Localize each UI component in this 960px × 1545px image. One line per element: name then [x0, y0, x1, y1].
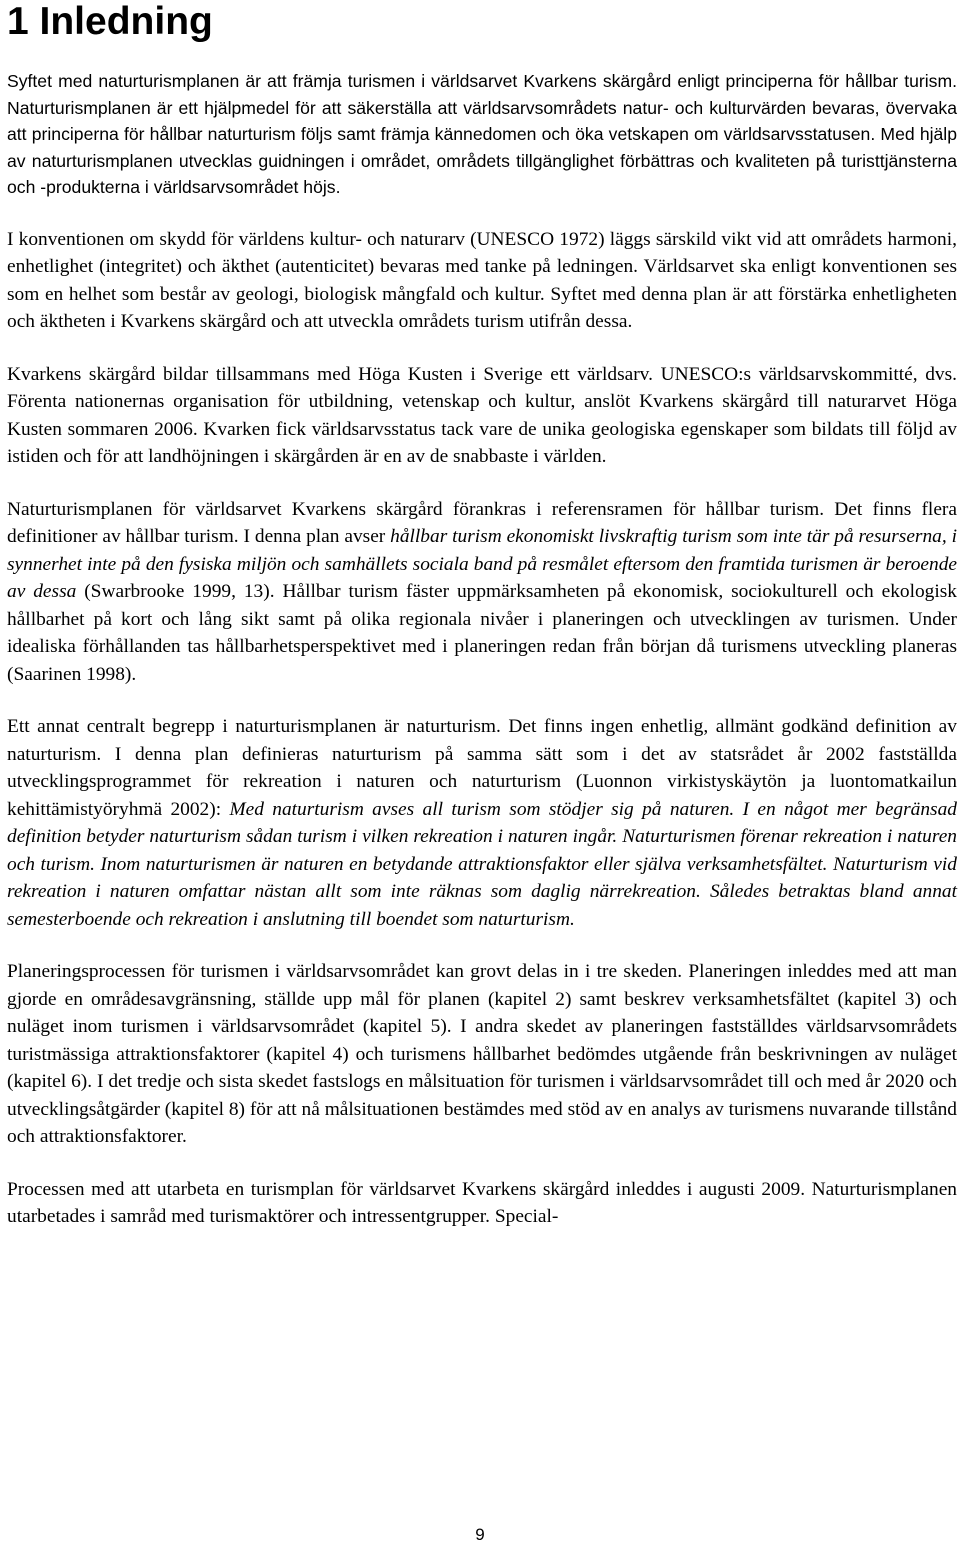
unesco-paragraph: I konventionen om skydd för världens kultur- och naturarv (UNESCO 1972) läggs särskild vikt vid att områdets harmoni, enhetlighet (integritet) och äkthet (autenticitet) bevaras med tanke på ledningen. Världsarvet ska enligt konventionen ses som en helhet som består av geologi, biologisk mångfald och kultur. Syftet med denna plan är att förstärka enhetligheten och äktheten i Kvarkens skärgård och att utveckla områdets turism utifrån dessa. — [7, 228, 957, 332]
document-page — [7, 0, 957, 1231]
process-start-paragraph: Processen med att utarbeta en turismplan för världsarvet Kvarkens skärgård inleddes i augusti 2009. Naturturismplanen utarbetades i samråd med turismaktörer och intressentgrupper. Special- — [7, 1178, 957, 1227]
sustainable-tourism-text-c: (Swarbrooke 1999, 13). Hållbar turism fäster uppmärksamheten på ekonomisk, sociokulturell och ekologisk hållbarhet på kort och lång sikt samt på olika regionala nivåer i planeringen och utvecklingen av turismen. Under idealiska förhållanden tas hållbarhetsperspektivet med i planeringen redan från början då turismens utveckling planeras (Saarinen 1998). — [7, 581, 957, 685]
world-heritage-paragraph: Kvarkens skärgård bildar tillsammans med Höga Kusten i Sverige ett världsarv. UNESCO:s världsarvskommitté, dvs. Förenta nationernas organisation för utbildning, vetenskap och kultur, anslöt Kvarkens skärgård till naturarvet Höga Kusten sommaren 2006. Kvarken fick världsarvsstatus tack vare de unika geologiska egenskaper som bildats till följd av istiden och för att landhöjningen i skärgården är en av de snabbaste i världen. — [7, 363, 957, 467]
nature-tourism-paragraph — [7, 713, 957, 933]
sustainable-tourism-paragraph — [7, 496, 957, 689]
nature-tourism-text-a: Ett annat centralt begrepp i naturturismplanen är naturturism. Det finns ingen enhetlig, allmänt godkänd definition av naturturism. I denna plan definieras naturturism på samma sätt som i det av statsrådet år 2002 fastställda utvecklingsprogrammet för rekreation i naturen och naturturism (Luonnon virkistyskäytön ja luontomatkailun kehittämistyöryhmä 2002): — [7, 716, 957, 820]
page-number: 9 — [475, 1525, 485, 1544]
intro-paragraph: Syftet med naturturismplanen är att främja turismen i världsarvet Kvarkens skärgård enligt principerna för hållbar turism. Naturturismplanen är ett hjälpmedel för att säkerställa att världsarvsområdets natur- och kulturvärden bevaras, övervaka att principerna för hållbar naturturism följs samt främja kännedomen och öka vetskapen om världsarvsstatusen. Med hjälp av naturturismplanen utvecklas guidningen i området, områdets tillgänglighet förbättras och kvaliteten på turisttjänsterna och -produkterna i världsarvsområdet höjs. — [7, 71, 957, 197]
nature-tourism-definition: Med naturturism avses all turism som stödjer sig på naturen. I en något mer begränsad definition betyder naturturism sådan turism i vilken rekreation i naturen ingår. Naturturismen förenar rekreation i naturen och turism. Inom naturturismen är naturen en betydande attraktionsfaktor eller själva verksamhetsfältet. Naturturism vid rekreation i naturen omfattar nästan allt som inte räknas som daglig närrekreation. Således betraktas bland annat semesterboende och rekreation i anslutning till boendet som naturturism. — [7, 798, 957, 930]
planning-process-paragraph: Planeringsprocessen för turismen i världsarvsområdet kan grovt delas in i tre skeden. Planeringen inleddes med att man gjorde en områdesavgränsning, ställde upp mål för planen (kapitel 2) samt beskrev verksamhetsfältet (kapitel 3) och nuläget inom turismen i världsarvsområdet (kapitel 5). I andra skedet av planeringen fastställdes världsarvsområdets turistmässiga attraktionsfaktorer (kapitel 4) och turismens hållbarhet bedömdes utgående från beskrivningen av nuläget (kapitel 6). I det tredje och sista skedet fastslogs en målsituation för turismen i världsarvsområdet till och med år 2020 och utvecklingsåtgärder (kapitel 8) för att nå målsituationen bestämdes med stöd av en analys av turismens nuvarande tillstånd och attraktionsfaktorer. — [7, 961, 957, 1147]
sustainable-tourism-definition: hållbar turism ekonomiskt livskraftig turism som inte tär på resurserna, i synnerhet inte på den fysiska miljön och samhällets sociala band på resmålet eftersom den framtida turismen är beroende av dessa — [7, 526, 957, 602]
sustainable-tourism-text-a: Naturturismplanen för världsarvet Kvarkens skärgård förankras i referensramen för hållbar turism. Det finns flera definitioner av hållbar turism. I denna plan avser — [7, 498, 957, 547]
chapter-heading: 1 Inledning — [7, 0, 213, 43]
